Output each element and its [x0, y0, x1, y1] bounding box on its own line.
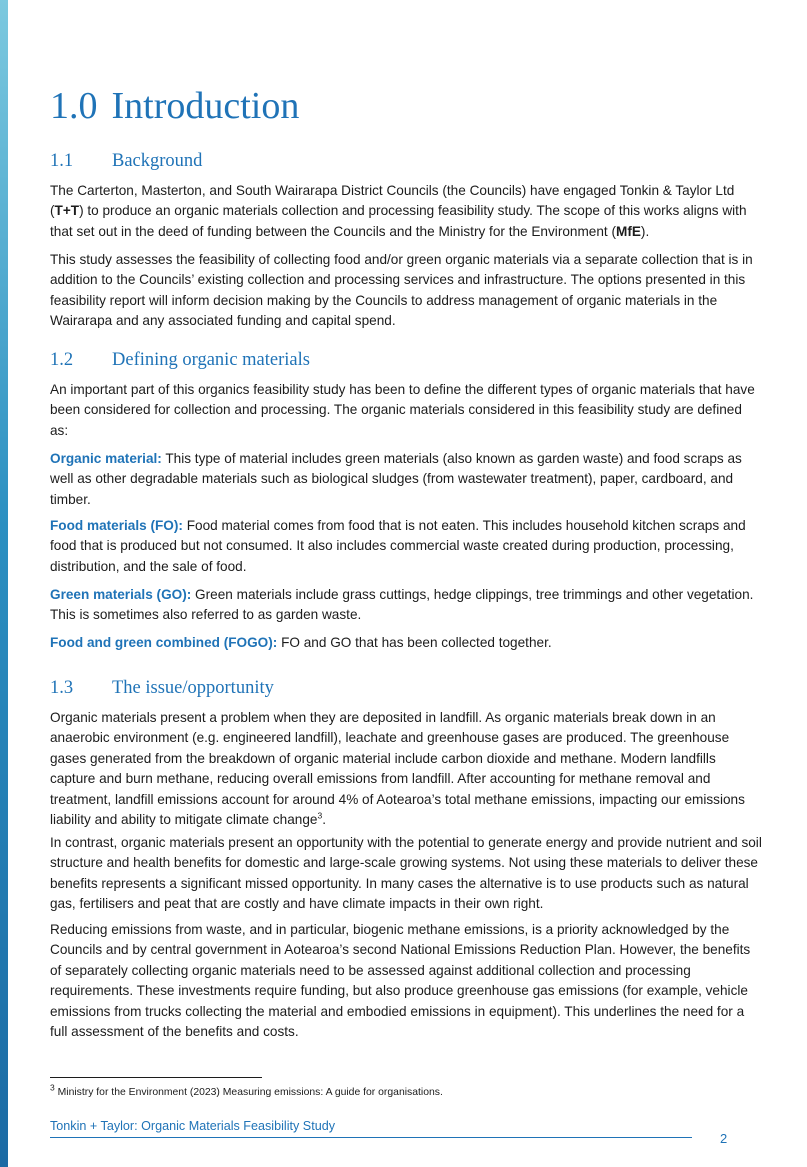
text-run: The Carterton, Masterton, and South Wairarapa District Councils (the Councils) have engaged Tonkin & Taylor Ltd ( — [50, 183, 735, 219]
section-heading-background — [50, 151, 202, 172]
definition-food-materials — [50, 516, 762, 577]
footnote-reference[interactable]: 3 — [317, 810, 323, 821]
definition-text: This type of material includes green materials (also known as garden waste) and food scraps as well as other degradable materials such as biological sludges (from wastewater treatment), paper, cardboard, and timber. — [50, 451, 742, 507]
section-heading-issue — [50, 678, 274, 699]
footnote-text: Ministry for the Environment (2023) Measuring emissions: A guide for organisations. — [54, 1087, 443, 1098]
definition-term: Green materials (GO): — [50, 587, 192, 602]
definition-term: Food and green combined (FOGO): — [50, 635, 278, 650]
section-number: 1.3 — [50, 678, 74, 698]
defining-intro: An important part of this organics feasibility study has been to define the different types of organic materials that have been considered for collection and processing. The organic materials considered in this feasibility study are defined as: — [50, 382, 755, 438]
section-title: Background — [112, 151, 203, 171]
definition-text: FO and GO that has been collected together. — [277, 635, 552, 650]
footnote-mark: 3 — [50, 1082, 55, 1093]
section-title: The issue/opportunity — [112, 678, 274, 698]
text-run: . — [322, 812, 326, 828]
footnote-divider — [50, 1077, 262, 1078]
text-run: Organic materials present a problem when they are deposited in landfill. As organic materials break down in an anaerobic environment (e.g. engineered landfill), leachate and greenhouse gases are produced. The greenhouse gases generated from the breakdown of organic material include carbon dioxide and methane. Modern landfills capture and burn methane, reducing overall emissions from landfill. After accounting for methane removal and treatment, landfill emissions account for around 4% of Aotearoa’s total methane emissions, impacting our emissions liability and ability to mitigate climate change — [50, 710, 745, 828]
background-paragraph-2: This study assesses the feasibility of collecting food and/or green organic materials via a separate collection that is in addition to the Councils’ existing collection and processing services and infrastructure. The options presented in this feasibility report will inform decision making by the Councils to address management of organic materials in the Wairarapa and any associated funding and capital spend. — [50, 252, 753, 329]
abbr-tt: T+T — [54, 203, 80, 219]
abbr-mfe: MfE — [616, 223, 641, 239]
definition-green-materials — [50, 585, 762, 626]
side-accent-bar — [0, 0, 8, 1167]
issue-paragraph-1 — [50, 708, 762, 830]
section-number: 1.2 — [50, 350, 74, 370]
section-number: 1.1 — [50, 151, 74, 171]
footer-title: Tonkin + Taylor: Organic Materials Feasibility Study — [50, 1119, 335, 1133]
definition-text: Green materials include grass cuttings, hedge clippings, tree trimmings and other vegetation. This is sometimes also referred to as garden waste. — [50, 587, 754, 623]
issue-paragraph-3: Reducing emissions from waste, and in particular, biogenic methane emissions, is a priority acknowledged by the Councils and by central government in Aotearoa’s second National Emissions Reduction Plan. However, the benefits of separately collecting organic materials need to be assessed against additional collection and processing requirements. These investments require funding, but also produce greenhouse gas emissions (for example, vehicle emissions from trucks collecting the material and embodied emissions in equipment). This underlines the need for a full assessment of the benefits and costs. — [50, 922, 751, 1040]
text-run: ) to produce an organic materials collection and processing feasibility study. The scope of this works aligns with that set out in the deed of funding between the Councils and the Ministry for the Environment ( — [50, 203, 747, 239]
title-number: 1.0 — [50, 85, 98, 127]
background-paragraph-1 — [50, 181, 762, 242]
footer-divider — [50, 1137, 692, 1138]
section-title: Defining organic materials — [112, 350, 310, 370]
definition-term: Food materials (FO): — [50, 518, 183, 533]
definition-term: Organic material: — [50, 451, 162, 466]
title-text: Introduction — [111, 85, 300, 127]
definition-text: Food material comes from food that is not eaten. This includes household kitchen scraps and food that is produced but not consumed. It also includes commercial waste created during production, processing, distribution, and the sale of food. — [50, 518, 746, 574]
page-title — [50, 84, 299, 128]
issue-paragraph-2: In contrast, organic materials present an opportunity with the potential to generate energy and provide nutrient and soil structure and health benefits for domestic and large-scale growing systems. Not using these materials to deliver these benefits represents a significant missed opportunity. In many cases the alternative is to use products such as natural gas, fertilisers and peat that are costly and have climate impacts in their own right. — [50, 835, 762, 912]
definition-organic-material — [50, 449, 762, 510]
text-run: ). — [640, 223, 650, 239]
page-number: 2 — [720, 1131, 728, 1146]
section-heading-defining — [50, 350, 310, 371]
footnote — [50, 1082, 443, 1098]
definition-fogo — [50, 633, 762, 653]
